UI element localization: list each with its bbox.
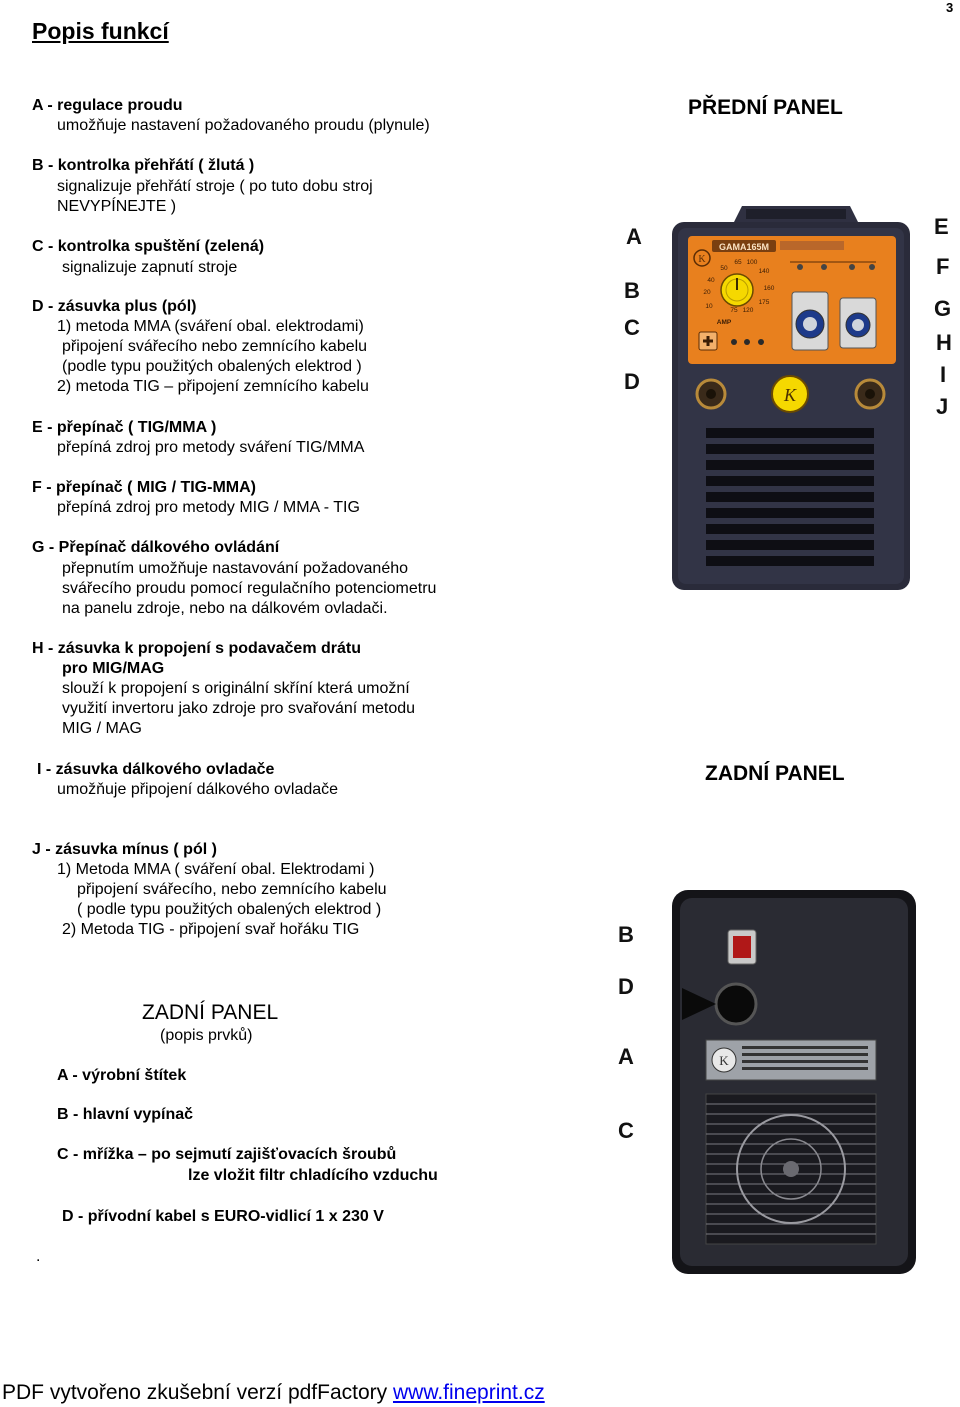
item-d-heading: D - zásuvka plus (pól) bbox=[32, 298, 197, 315]
svg-text:175: 175 bbox=[758, 299, 770, 306]
rear-description-subheading: (popis prvků) bbox=[160, 1027, 253, 1044]
rear-description-heading: ZADNÍ PANEL bbox=[142, 1001, 279, 1024]
item-c-heading: C - kontrolka spuštění (zelená) bbox=[32, 238, 265, 255]
front-label-g: G bbox=[934, 296, 952, 321]
svg-text:10: 10 bbox=[705, 303, 713, 310]
rear-label-a: A bbox=[618, 1044, 634, 1069]
front-label-f: F bbox=[936, 254, 950, 279]
rear-panel-heading: ZADNÍ PANEL bbox=[705, 762, 845, 785]
item-j-heading: J - zásuvka mínus ( pól ) bbox=[32, 841, 217, 858]
front-panel-photo bbox=[614, 200, 960, 600]
item-j-text-1: 1) Metoda MMA ( sváření obal. Elektrodami ) bbox=[57, 861, 375, 878]
svg-text:40: 40 bbox=[707, 277, 715, 284]
svg-text:75: 75 bbox=[730, 307, 738, 314]
item-h-text-1: slouží k propojení s originální skříní která umožní bbox=[62, 680, 410, 697]
front-label-h: H bbox=[936, 330, 952, 355]
item-a-text: umožňuje nastavení požadovaného proudu (plynule) bbox=[57, 117, 430, 134]
power-lamp bbox=[744, 339, 750, 345]
item-e-heading: E - přepínač ( TIG/MMA ) bbox=[32, 419, 217, 436]
svg-text:120: 120 bbox=[742, 307, 754, 314]
item-j-text-4: 2) Metoda TIG - připojení svař hořáku TIG bbox=[62, 921, 360, 938]
stray-dot: . bbox=[36, 1248, 41, 1265]
rear-label-c: C bbox=[618, 1118, 634, 1143]
brand-logo-letter: K bbox=[783, 385, 797, 405]
item-h-text-3: MIG / MAG bbox=[62, 720, 142, 737]
rear-label-b: B bbox=[618, 922, 634, 947]
item-i-heading: I - zásuvka dálkového ovladače bbox=[37, 761, 275, 778]
rear-item-a: A - výrobní štítek bbox=[57, 1067, 187, 1084]
svg-text:20: 20 bbox=[703, 289, 711, 296]
item-g-text-1: přepnutím umožňuje nastavování požadovaného bbox=[62, 560, 409, 577]
rear-fan-grille bbox=[706, 1094, 876, 1244]
item-g-heading: G - Přepínač dálkového ovládání bbox=[32, 539, 280, 556]
item-h-text-2: využití invertoru jako zdroje pro svařování metodu bbox=[62, 700, 416, 717]
svg-text:140: 140 bbox=[758, 268, 770, 275]
panel-brand-mark: K bbox=[698, 254, 706, 265]
item-d-text-1: 1) metoda MMA (sváření obal. elektrodami) bbox=[57, 318, 364, 335]
front-label-j: J bbox=[936, 394, 949, 419]
welder-front-illustration bbox=[614, 200, 960, 600]
rear-item-c-continued: lze vložit filtr chladícího vzduchu bbox=[188, 1167, 438, 1184]
item-j-text-3: ( podle typu použitých obalených elektrod ) bbox=[77, 901, 382, 918]
rating-plate-logo: K bbox=[719, 1053, 729, 1068]
item-b-text-2: NEVYPÍNEJTE ) bbox=[57, 198, 177, 215]
rear-panel-photo bbox=[612, 888, 960, 1278]
rear-item-d: D - přívodní kabel s EURO-vidlicí 1 x 230 V bbox=[62, 1208, 384, 1225]
item-b-heading: B - kontrolka přehřátí ( žlutá ) bbox=[32, 157, 255, 174]
page-number: 3 bbox=[946, 0, 954, 15]
item-h-heading-2: pro MIG/MAG bbox=[62, 660, 165, 677]
front-label-b: B bbox=[624, 278, 640, 303]
footer bbox=[2, 1381, 545, 1405]
rear-label-d: D bbox=[618, 974, 634, 999]
front-label-d: D bbox=[624, 369, 640, 394]
power-cable bbox=[716, 984, 756, 1024]
item-d-text-3: (podle typu použitých obalených elektrod ) bbox=[62, 358, 362, 375]
svg-text:AMP: AMP bbox=[716, 319, 732, 326]
item-f-text: přepíná zdroj pro metody MIG / MMA - TIG bbox=[57, 499, 360, 516]
front-label-c: C bbox=[624, 315, 640, 340]
svg-text:100: 100 bbox=[746, 259, 758, 266]
svg-text:65: 65 bbox=[734, 259, 742, 266]
front-panel-heading: PŘEDNÍ PANEL bbox=[688, 96, 843, 119]
item-d-text-2: připojení svářecího nebo zemnícího kabelu bbox=[62, 338, 368, 355]
item-d-text-4: 2) metoda TIG – připojení zemnícího kabelu bbox=[57, 378, 369, 395]
machine-model-label: GAMA165M bbox=[718, 242, 770, 252]
svg-text:160: 160 bbox=[763, 285, 775, 292]
footer-link[interactable]: www.fineprint.cz bbox=[392, 1381, 545, 1404]
front-label-a: A bbox=[626, 224, 642, 249]
page-title: Popis funkcí bbox=[32, 18, 169, 44]
front-label-i: I bbox=[940, 362, 947, 387]
overheat-lamp bbox=[731, 339, 737, 345]
front-label-e: E bbox=[934, 214, 949, 239]
item-g-text-3: na panelu zdroje, nebo na dálkovém ovladači. bbox=[62, 600, 388, 617]
item-c-text: signalizuje zapnutí stroje bbox=[62, 259, 238, 276]
item-g-text-2: svářecího proudu pomocí regulačního potenciometru bbox=[62, 580, 437, 597]
rear-item-b: B - hlavní vypínač bbox=[57, 1106, 194, 1123]
footer-text: PDF vytvořeno zkušební verzí pdfFactory bbox=[2, 1381, 393, 1404]
item-h-heading: H - zásuvka k propojení s podavačem drátu bbox=[32, 640, 361, 657]
item-a-heading: A - regulace proudu bbox=[32, 97, 183, 114]
item-f-heading: F - přepínač ( MIG / TIG-MMA) bbox=[32, 479, 256, 496]
item-e-text: přepíná zdroj pro metody sváření TIG/MMA bbox=[57, 439, 365, 456]
rear-item-c: C - mřížka – po sejmutí zajišťovacích šroubů bbox=[57, 1146, 397, 1163]
item-i-text: umožňuje připojení dálkového ovladače bbox=[57, 781, 339, 798]
welder-rear-illustration bbox=[612, 888, 960, 1278]
svg-text:50: 50 bbox=[720, 265, 728, 272]
item-j-text-2: připojení svářecího, nebo zemnícího kabelu bbox=[77, 881, 387, 898]
item-b-text-1: signalizuje přehřátí stroje ( po tuto dobu stroj bbox=[57, 178, 373, 195]
front-vent-grille bbox=[706, 428, 874, 566]
